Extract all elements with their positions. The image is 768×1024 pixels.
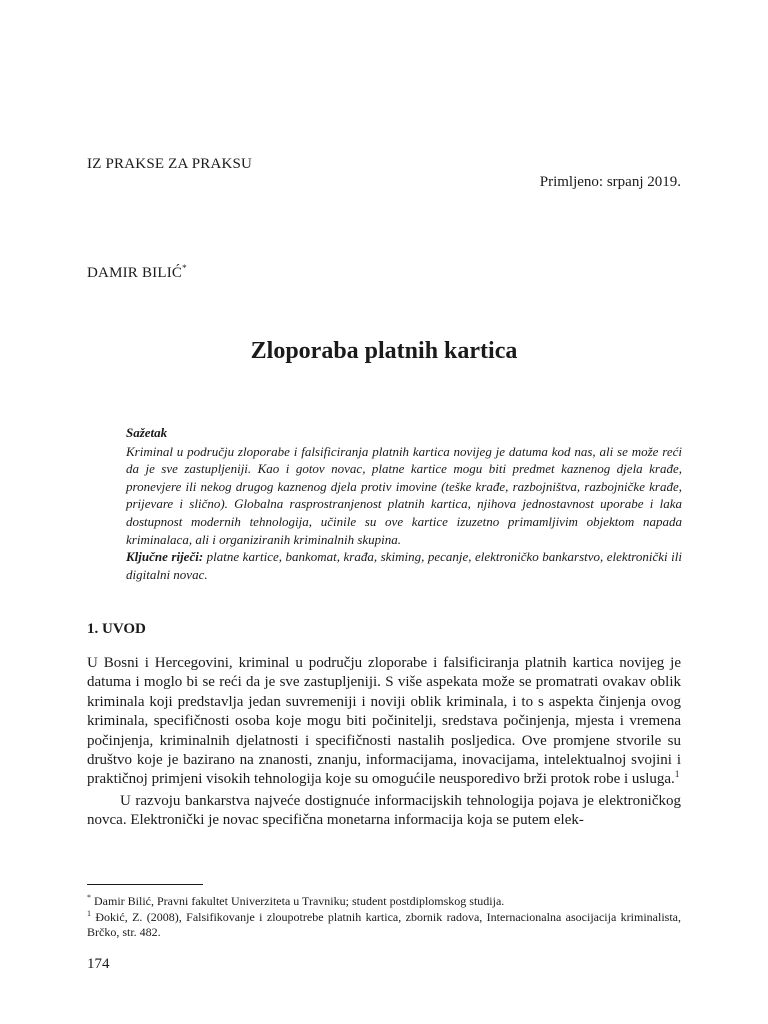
footnote-divider	[87, 884, 203, 885]
footnote-ref-1: 1	[674, 769, 680, 780]
footnote-author-text: Damir Bilić, Pravni fakultet Univerziteta u Travniku; student postdiplomskog studija.	[91, 894, 505, 908]
page-number: 174	[87, 956, 110, 972]
section-heading: 1. UVOD	[87, 621, 146, 637]
paragraph-1	[87, 654, 681, 790]
footnote-1	[87, 910, 681, 941]
keywords-line	[126, 548, 682, 583]
footnote-author	[87, 894, 681, 910]
paragraph-2: U razvoju bankarstva najveće dostignuće informacijskih tehnologija pojava je elektroničkog novca. Elektronički je novac specifična monetarna informacija koja se putem elek-	[87, 792, 681, 829]
keywords-text: platne kartice, bankomat, krađa, skiming, pecanje, elektroničko bankarstvo, elektronički ili digitalni novac.	[126, 549, 682, 582]
abstract-text: Kriminal u području zloporabe i falsificiranja platnih kartica novijeg je datuma kod nas, ali se može reći da je sve zastupljeniji. Kao i gotov novac, platne kartice mogu biti predmet kaznenog djela krađe, pronevjere ili nekog drugog kaznenog djela protiv imovine (teške krađe, razbojništva, razbojničke krađe, prijevare i slično). Globalna rasprostranjenost platnih kartica, njihova jednostavnost uporabe i laka dostupnost modernih tehnologija, učinile su ove kartice izuzetno primamljivim objektom napada kriminalaca, ali i organiziranih kriminalnih skupina.	[126, 443, 682, 547]
footnotes	[87, 894, 681, 941]
section-label: IZ PRAKSE ZA PRAKSU	[87, 156, 253, 172]
keywords-label: Ključne riječi:	[126, 549, 204, 565]
received-date: Primljeno: srpanj 2019.	[539, 174, 681, 190]
author-name: DAMIR BILIĆ	[87, 265, 183, 281]
footnote-1-marker: 1	[87, 908, 91, 918]
footnote-author-marker: *	[87, 893, 91, 902]
abstract-heading: Sažetak	[126, 425, 168, 440]
paragraph-1-text: U Bosni i Hercegovini, kriminal u području zloporabe i falsificiranja platnih kartica novijeg je datuma i moglo bi se reći da je sve zastupljeniji. S više aspekata može se promatrati ovakav oblik kriminala koji predstavlja jedan suvremeniji i noviji oblik kriminala, i to s aspekta činjenja ovog kriminala, specifičnosti osoba koje mogu biti počinitelji, sredstava počinjenja, mjesta i vremena počinjenja, kriminalnih djelatnosti i specifičnosti nastalih posljedica. Ove promjene stvorile su društvo koje je bazirano na znanosti, znanju, informacijama, inovacijama, intelektualnoj svojini i praktičnoj primjeni visokih tehnologija koje su omogućile neusporedivo brži protok robe i usluga.	[87, 655, 681, 788]
footnote-1-text: Đokić, Z. (2008), Falsifikovanje i zloupotrebe platnih kartica, zbornik radova, Internacionalna asocijacija kriminalista, Brčko, str. 482.	[87, 909, 681, 940]
abstract-block	[126, 424, 682, 583]
author-footnote-marker: *	[182, 263, 187, 273]
author-line	[87, 265, 187, 282]
body-text	[87, 654, 681, 831]
article-title: Zloporaba platnih kartica	[250, 338, 518, 364]
